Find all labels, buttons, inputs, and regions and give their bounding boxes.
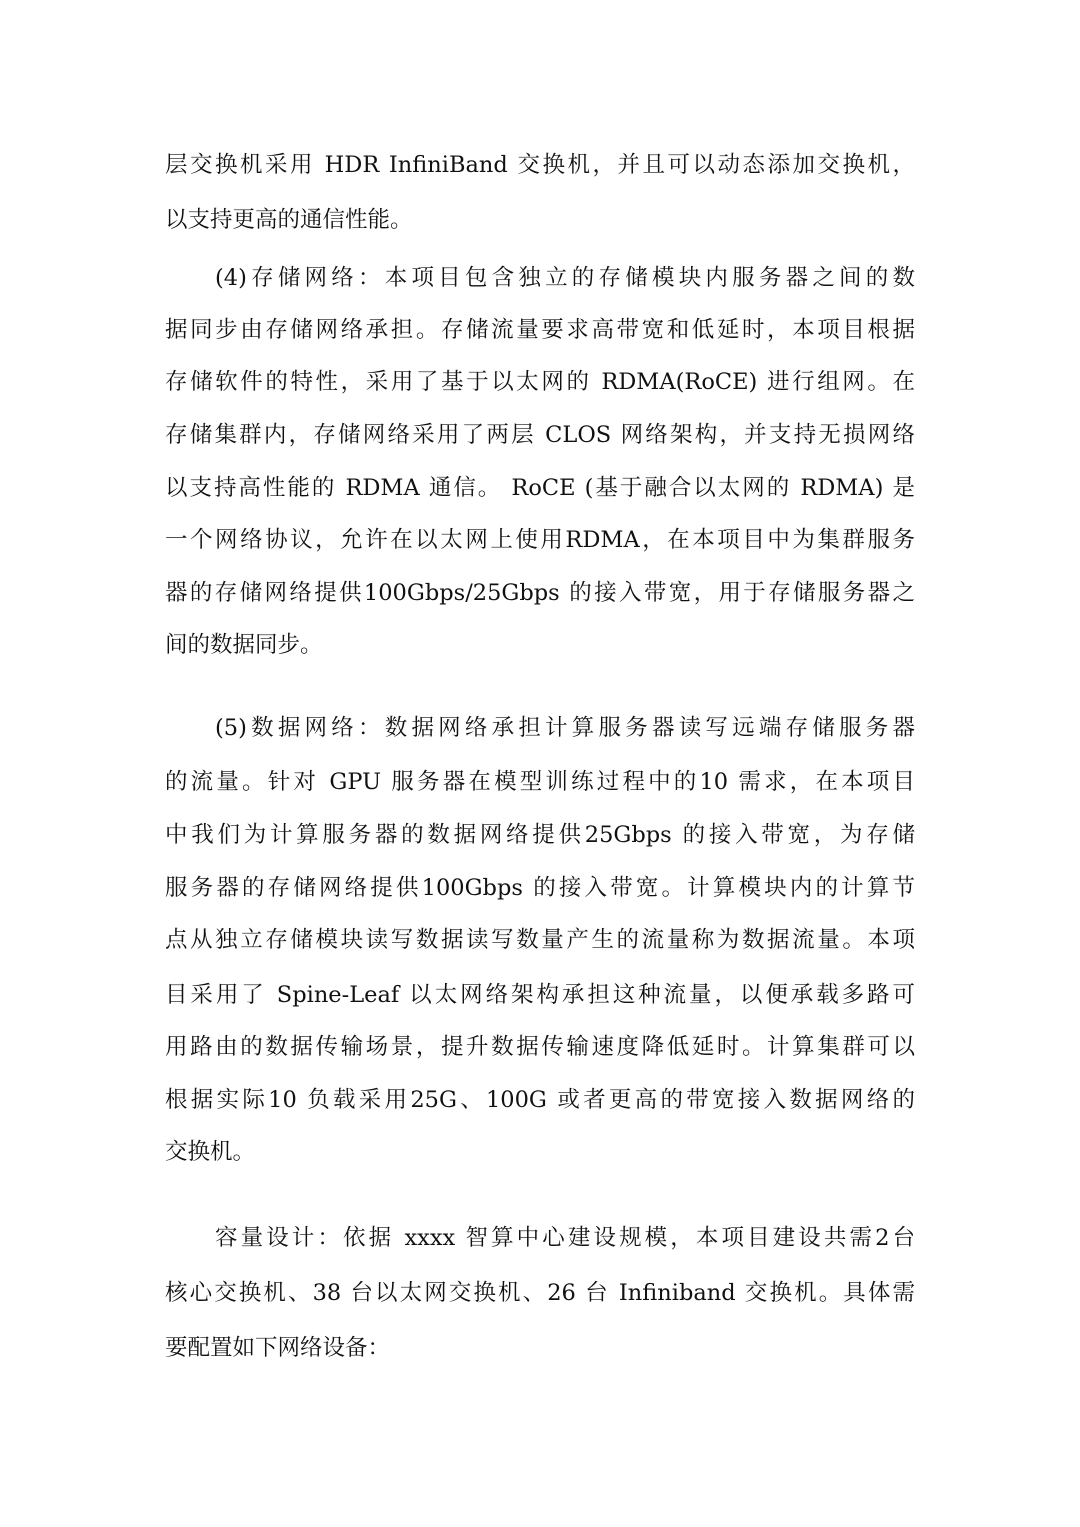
paragraph-line: 中我们为计算服务器的数据网络提供25Gbps 的接入带宽，为存储 [165,822,915,848]
paragraph-line: 以支持更高的通信性能。 [165,207,413,233]
paragraph-line: 服务器的存储网络提供100Gbps 的接入带宽。计算模块内的计算节 [165,875,915,901]
paragraph-line: 目采用了 Spine-Leaf 以太网络架构承担这种流量，以便承载多路可 [165,982,915,1008]
paragraph-line: 的流量。针对 GPU 服务器在模型训练过程中的10 需求，在本项目 [165,769,915,795]
paragraph-line: 存储软件的特性，采用了基于以太网的 RDMA(RoCE) 进行组网。在 [165,369,915,395]
paragraph-line: (4)存储网络：本项目包含独立的存储模块内服务器之间的数 [215,265,915,291]
paragraph-line: 点从独立存储模块读写数据读写数量产生的流量称为数据流量。本项 [165,927,915,953]
paragraph-line: 用路由的数据传输场景，提升数据传输速度降低延时。计算集群可以 [165,1034,915,1060]
paragraph-line: 据同步由存储网络承担。存储流量要求高带宽和低延时，本项目根据 [165,317,915,343]
paragraph-line: 层交换机采用 HDR InfiniBand 交换机，并且可以动态添加交换机， [165,152,915,178]
paragraph-line: 交换机。 [165,1139,256,1165]
paragraph-line: (5)数据网络：数据网络承担计算服务器读写远端存储服务器 [215,715,915,741]
paragraph-line: 容量设计：依据 xxxx 智算中心建设规模，本项目建设共需2台 [215,1225,915,1251]
paragraph-line: 核心交换机、38 台以太网交换机、26 台 Infiniband 交换机。具体需 [165,1280,915,1306]
paragraph-line: 器的存储网络提供100Gbps/25Gbps 的接入带宽，用于存储服务器之 [165,580,915,606]
paragraph-line: 一个网络协议，允许在以太网上使用RDMA，在本项目中为集群服务 [165,527,915,553]
paragraph-line: 存储集群内，存储网络采用了两层 CLOS 网络架构，并支持无损网络 [165,422,915,448]
paragraph-line: 根据实际10 负载采用25G、100G 或者更高的带宽接入数据网络的 [165,1087,915,1113]
paragraph-line: 间的数据同步。 [165,632,323,658]
paragraph-line: 以支持高性能的 RDMA 通信。 RoCE (基于融合以太网的 RDMA) 是 [165,475,915,501]
paragraph-line: 要配置如下网络设备： [165,1335,391,1361]
